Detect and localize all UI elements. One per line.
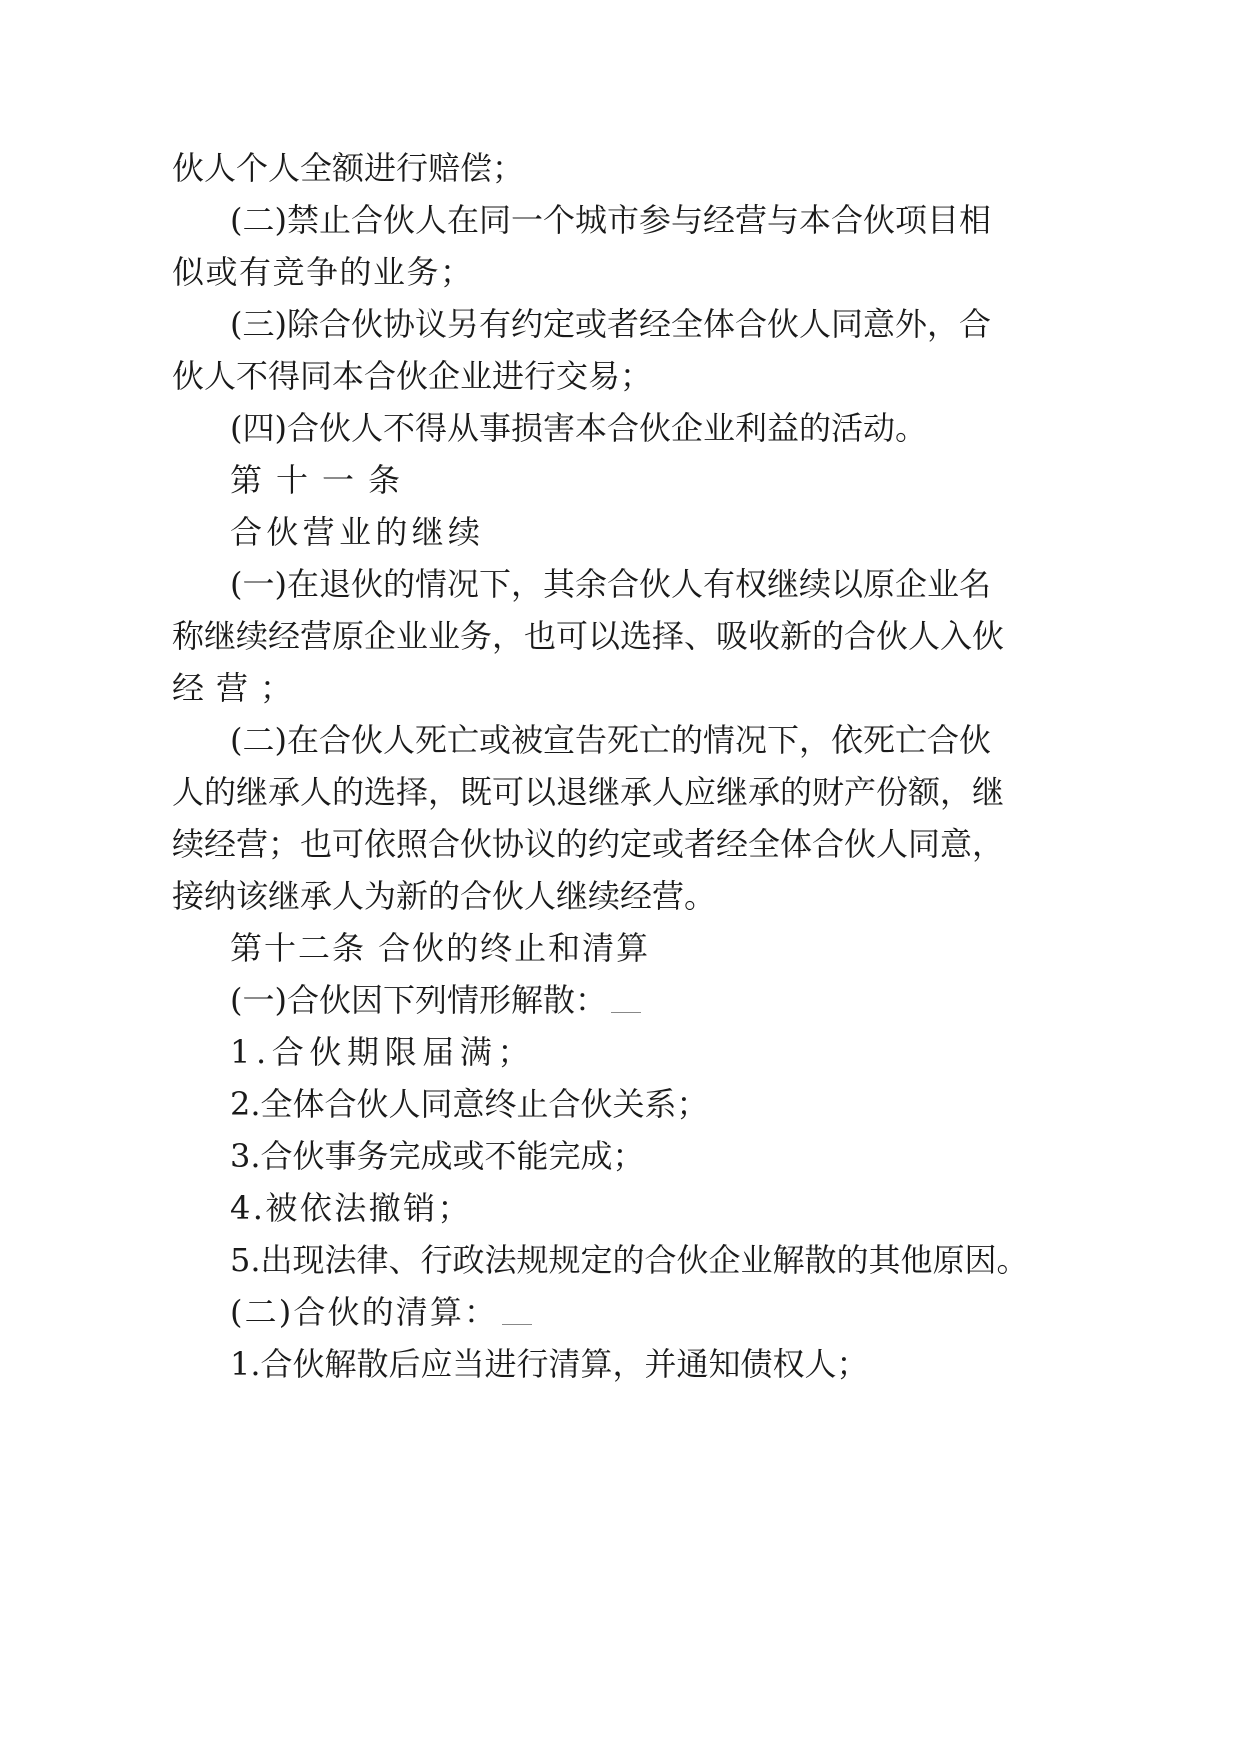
- text-line: (一)在退伙的情况下，其余合伙人有权继续以原企业名: [230, 565, 991, 603]
- list-item: 5.出现法律、行政法规规定的合伙企业解散的其他原因。: [230, 1241, 1029, 1279]
- list-item: 2.全体合伙人同意终止合伙关系；: [230, 1085, 709, 1123]
- text-line-content: (二)合伙的清算：: [230, 1293, 499, 1331]
- text-line-content: (一)合伙因下列情形解散：: [230, 981, 607, 1019]
- text-line: (四)合伙人不得从事损害本合伙企业利益的活动。: [230, 409, 927, 447]
- section-heading: 第十二条 合伙的终止和清算: [230, 929, 651, 967]
- text-line: 经营；: [172, 669, 305, 707]
- text-line: 称继续经营原企业业务，也可以选择、吸收新的合伙人入伙: [172, 617, 1005, 655]
- section-subheading: 合伙营业的继续: [230, 513, 485, 551]
- list-item: 3.合伙事务完成或不能完成；: [230, 1137, 645, 1175]
- fill-blank: [502, 1304, 532, 1325]
- text-line: 似或有竞争的业务；: [172, 253, 474, 291]
- text-line: 续经营；也可依照合伙协议的约定或者经全体合伙人同意，: [172, 825, 1005, 863]
- text-line: (二)在合伙人死亡或被宣告死亡的情况下，依死亡合伙: [230, 721, 991, 759]
- text-line: 接纳该继承人为新的合伙人继续经营。: [172, 877, 717, 915]
- list-item: 1.合伙期限届满；: [230, 1033, 536, 1071]
- list-item: 1.合伙解散后应当进行清算，并通知债权人；: [230, 1345, 869, 1383]
- text-line: [230, 980, 641, 1020]
- section-heading: 第十一条: [230, 461, 415, 499]
- text-line: [230, 1292, 532, 1332]
- text-line: (三)除合伙协议另有约定或者经全体合伙人同意外，合: [230, 305, 991, 343]
- text-line: 伙人不得同本合伙企业进行交易；: [172, 357, 653, 395]
- fill-blank: [611, 992, 641, 1013]
- text-line: 人的继承人的选择，既可以退继承人应继承的财产份额，继: [172, 773, 1005, 811]
- list-item: 4.被依法撤销；: [230, 1189, 472, 1227]
- text-line: (二)禁止合伙人在同一个城市参与经营与本合伙项目相: [230, 201, 991, 239]
- text-line: 伙人个人全额进行赔偿；: [172, 149, 525, 187]
